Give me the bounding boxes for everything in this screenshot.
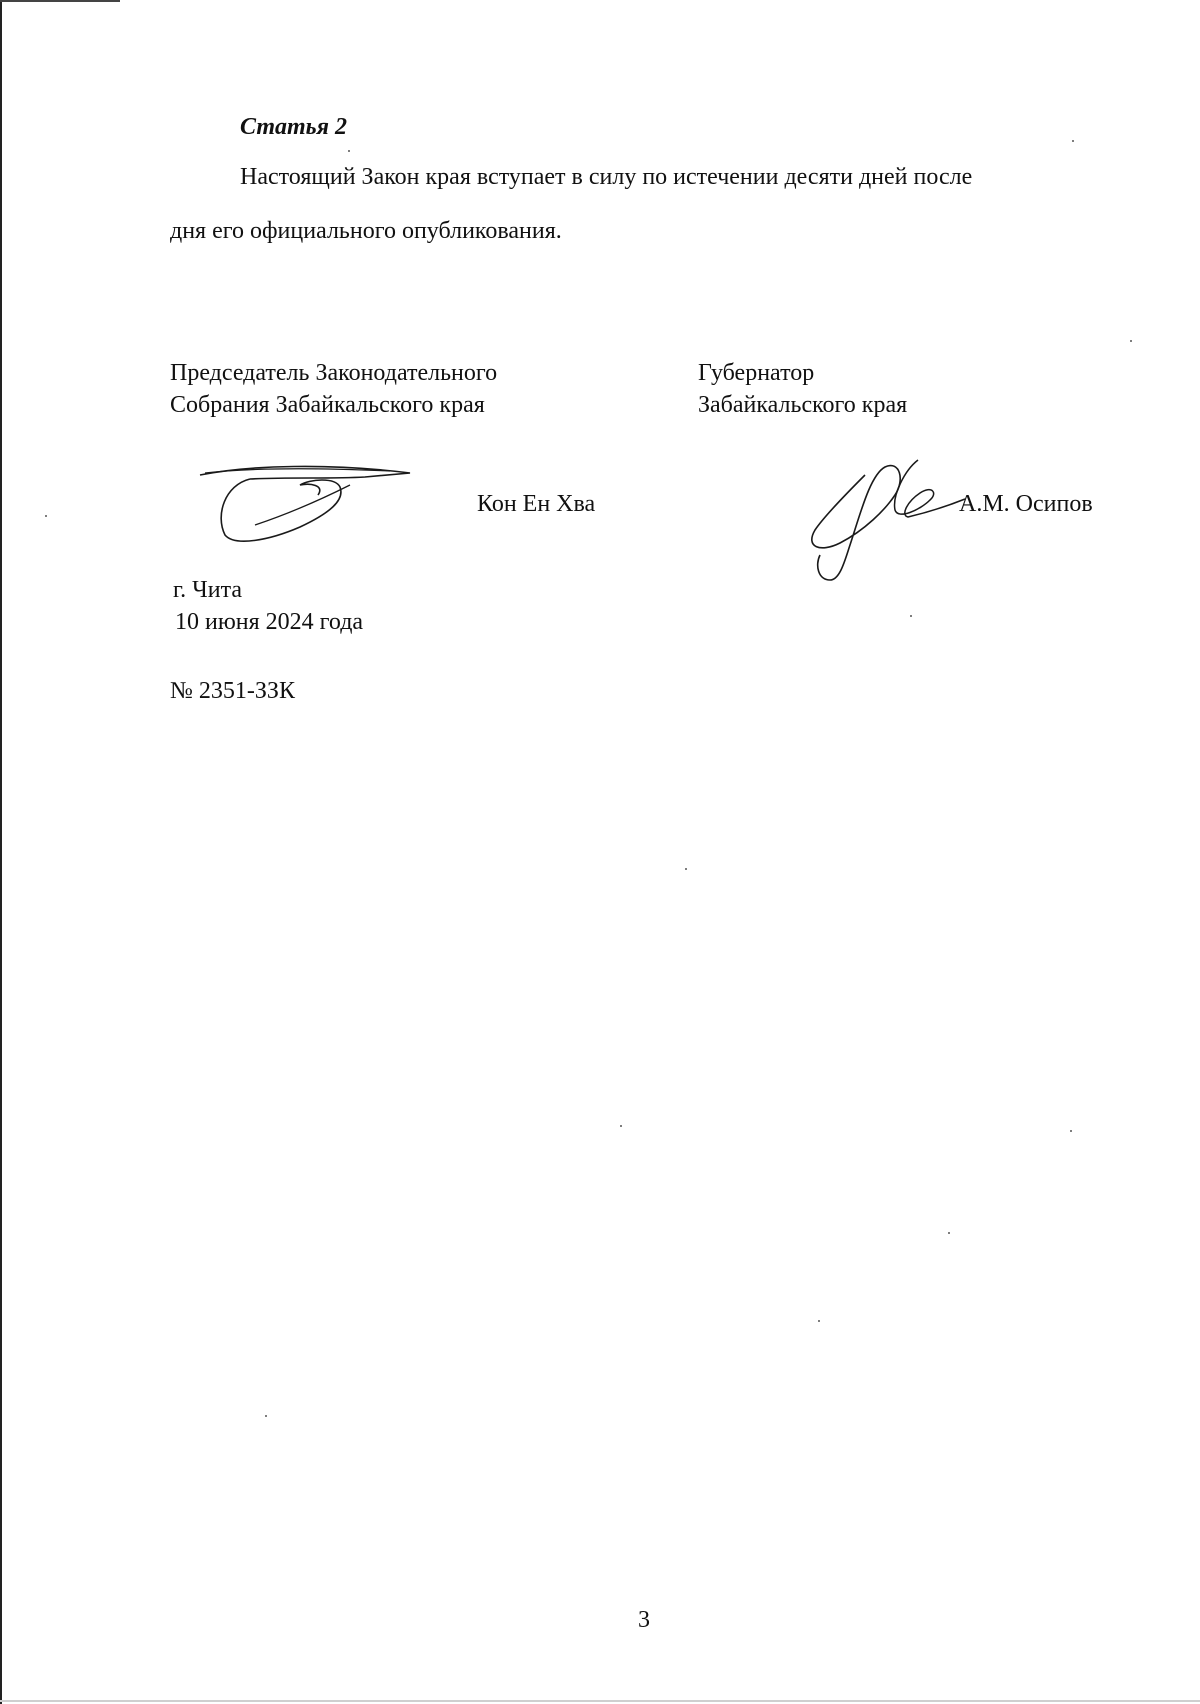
scan-speck (818, 1320, 820, 1322)
scan-speck (948, 1232, 950, 1234)
place-of-signing: г. Чита (173, 577, 243, 603)
scan-speck (685, 868, 687, 870)
left-signatory-name: Кон Ен Хва (477, 491, 596, 517)
scan-speck (45, 515, 47, 517)
law-number: № 2351-ЗЗК (170, 678, 295, 704)
article-heading: Статья 2 (240, 114, 348, 140)
right-handwritten-signature (800, 455, 970, 590)
right-signatory-name: А.М. Осипов (959, 491, 1093, 517)
signing-date: 10 июня 2024 года (175, 609, 364, 635)
scan-speck (1070, 1130, 1072, 1132)
scan-speck (1130, 340, 1132, 342)
scan-left-edge (0, 0, 2, 1704)
scan-speck (348, 150, 350, 152)
right-signatory-title-line-1: Губернатор (698, 360, 815, 386)
left-signatory-title-line-1: Председатель Законодательного (170, 360, 498, 386)
right-signatory-title-line-2: Забайкальского края (698, 392, 908, 418)
scan-speck (620, 1125, 622, 1127)
left-signatory-title-line-2: Собрания Забайкальского края (170, 392, 485, 418)
scan-top-edge (0, 0, 120, 2)
scan-speck (910, 615, 912, 617)
scan-bottom-edge (0, 1700, 1200, 1702)
left-handwritten-signature (190, 455, 420, 550)
page-number: 3 (638, 1607, 650, 1633)
article-text-line-1: Настоящий Закон края вступает в силу по истечении десяти дней после (240, 164, 973, 190)
scan-speck (1072, 140, 1074, 142)
scan-speck (265, 1415, 267, 1417)
article-text-line-2: дня его официального опубликования. (170, 218, 562, 244)
